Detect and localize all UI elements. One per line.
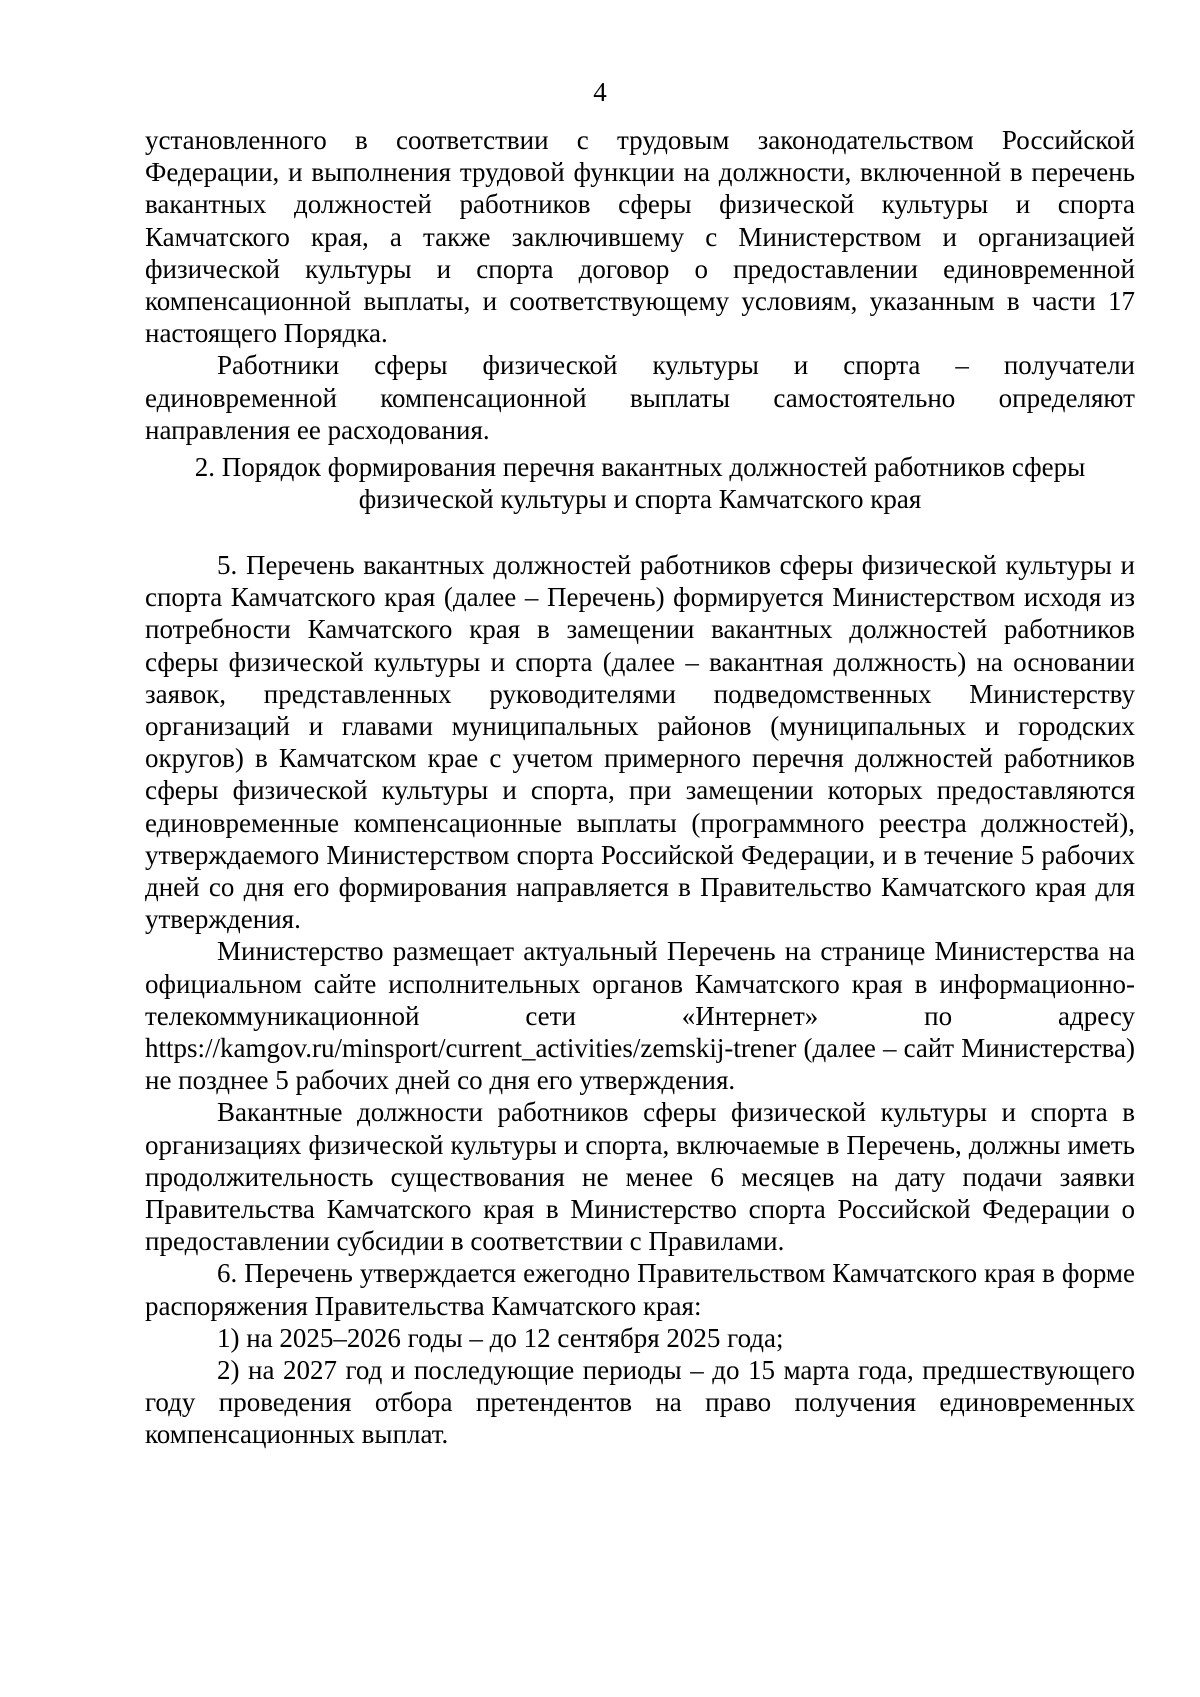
list-item-2: 2) на 2027 год и последующие периоды – до 15 марта года, предшествующего году проведения отбора претендентов на право получения единовременных компенсационных выплат. xyxy=(145,1355,1135,1450)
ministry-url: https://kamgov.ru/minsport/current_activities/zemskij-trener xyxy=(145,1033,797,1064)
paragraph-6: 6. Перечень утверждается ежегодно Правительством Камчатского края в форме распоряжения Правительства Камчатского края: xyxy=(145,1258,1135,1321)
site-text-before-url: Министерство размещает актуальный Перечень на странице Министерства на официальном сайте исполнительных органов Камчатского края в информационно-телекоммуникационной сети «Интернет» по адресу xyxy=(145,936,1135,1031)
site-text-after-url: (далее – сайт Министерства) не позднее 5 рабочих дней со дня его утверждения. xyxy=(145,1033,1135,1096)
paragraph-5: 5. Перечень вакантных должностей работников сферы физической культуры и спорта Камчатского края (далее – Перечень) формируется Министерством исходя из потребности Камчатского края в замещении вакантных должностей работников сферы физической культуры и спорта (далее – вакантная должность) на основании заявок, представленных руководителями подведомственных Министерству организаций и главами муниципальных районов (муниципальных и городских округов) в Камчатском крае с учетом примерного перечня должностей работников сферы физической культуры и спорта, при замещении которых предоставляются единовременные компенсационные выплаты (программного реестра должностей), утверждаемого Министерством спорта Российской Федерации, и в течение 5 рабочих дней со дня его формирования направляется в Правительство Камчатского края для утверждения. xyxy=(145,550,1135,935)
section-body xyxy=(145,549,1135,1451)
paragraph-vacancies: Вакантные должности работников сферы физической культуры и спорта в организациях физической культуры и спорта, включаемые в Перечень, должны иметь продолжительность существования не менее 6 месяцев на дату подачи заявки Правительства Камчатского края в Министерство спорта Российской Федерации о предоставлении субсидии в соответствии с Правилами. xyxy=(145,1097,1135,1257)
paragraph-site-publication xyxy=(145,935,1135,1096)
intro-paragraph-continuation: установленного в соответствии с трудовым законодательством Российской Федерации, и выполнения трудовой функции на должности, включенной в перечень вакантных должностей работников сферы физической культуры и спорта Камчатского края, а также заключившему с Министерством и организацией физической культуры и спорта договор о предоставлении единовременной компенсационной выплаты, и соответствующему условиям, указанным в части 17 настоящего Порядка. xyxy=(145,125,1135,349)
page-number: 4 xyxy=(593,77,607,107)
section-heading xyxy=(145,451,1135,515)
list-item-1: 1) на 2025–2026 годы – до 12 сентября 2025 года; xyxy=(217,1322,784,1353)
section-heading-line-2: физической культуры и спорта Камчатского края xyxy=(358,484,922,515)
intro-section xyxy=(145,124,1135,446)
intro-paragraph-spending: Работники сферы физической культуры и спорта – получатели единовременной компенсационной выплаты самостоятельно определяют направления ее расходования. xyxy=(145,350,1135,445)
section-heading-line-1: 2. Порядок формирования перечня вакантных должностей работников сферы xyxy=(194,452,1086,482)
